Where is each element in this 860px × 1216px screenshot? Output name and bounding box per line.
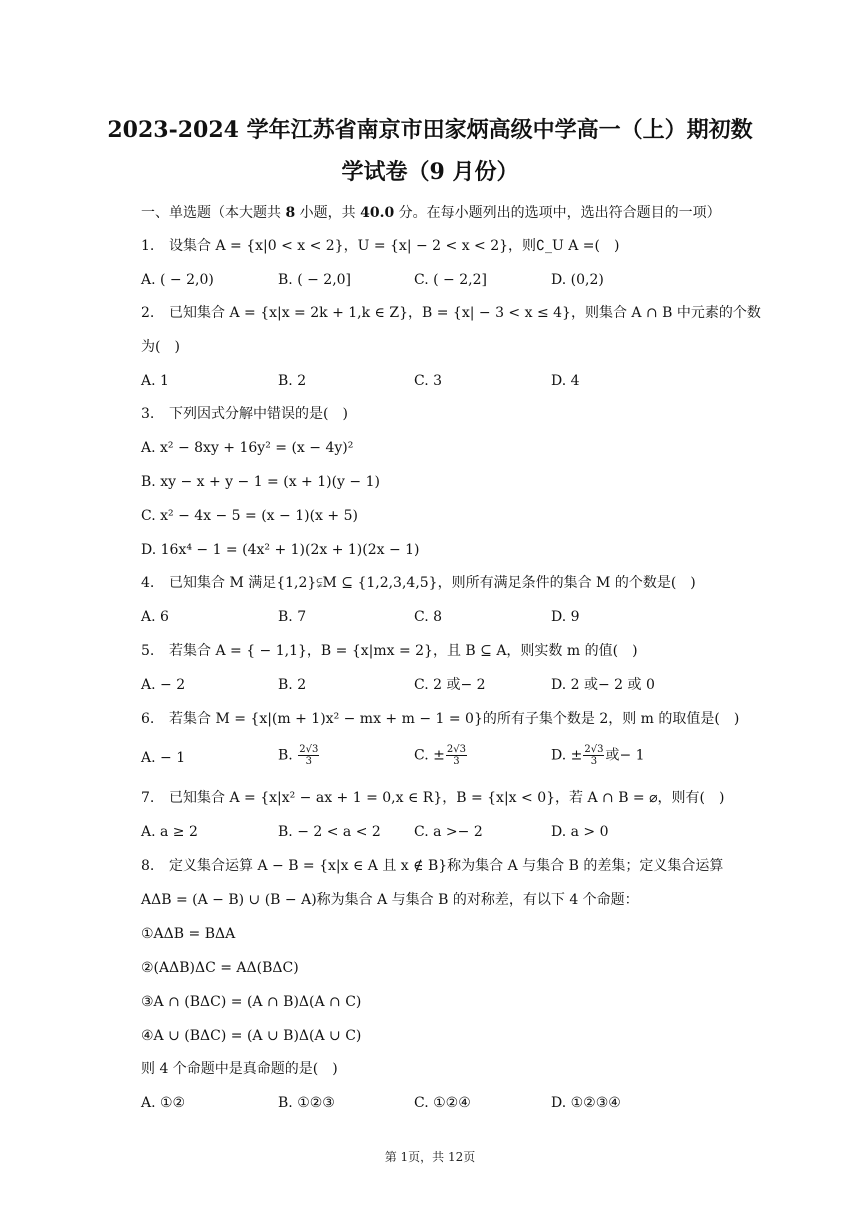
q5-option-b: B. 2 xyxy=(278,677,307,693)
q6-d-label: D. ± xyxy=(551,747,583,764)
title-line-1: 2023-2024 学年江苏省南京市田家炳高级中学高一（上）期初数 xyxy=(107,117,753,143)
page-footer: 第 1页，共 12页 xyxy=(384,1150,476,1164)
section-count: 8 xyxy=(285,205,296,221)
q1-option-d: D. (0,2) xyxy=(551,272,604,288)
q8-proposition-4: ④A ∪ (BΔC) = (A ∪ B)Δ(A ∪ C) xyxy=(141,1028,362,1044)
q8-proposition-1: ①AΔB = BΔA xyxy=(141,926,236,942)
q2-option-b: B. 2 xyxy=(278,373,307,389)
q6-option-c xyxy=(414,744,468,767)
q4-option-d: D. 9 xyxy=(551,609,580,625)
fraction-denominator: 3 xyxy=(590,756,598,767)
q3-option-b: B. xy − x + y − 1 = (x + 1)(y − 1) xyxy=(141,474,380,490)
question-2-stem xyxy=(141,303,761,323)
question-text: 下列因式分解中错误的是( ) xyxy=(169,406,348,422)
fraction-denominator: 3 xyxy=(305,756,312,767)
q8-option-a: A. ①② xyxy=(141,1095,186,1111)
section-prefix: 一、单选题（本大题共 xyxy=(141,205,286,221)
question-number: 7. xyxy=(141,790,155,806)
q6-option-a: A. − 1 xyxy=(141,750,186,766)
q6-d-fraction xyxy=(583,744,604,767)
q4-option-b: B. 7 xyxy=(278,609,307,625)
q5-option-c: C. 2 或− 2 xyxy=(414,677,486,693)
question-number: 4. xyxy=(141,575,155,591)
q6-b-fraction xyxy=(298,744,319,767)
q7-option-a: A. a ≥ 2 xyxy=(141,824,198,840)
question-1-stem xyxy=(141,236,619,256)
question-number: 5. xyxy=(141,643,155,659)
q2-option-a: A. 1 xyxy=(141,373,169,389)
q8-option-b: B. ①②③ xyxy=(278,1095,335,1111)
question-2-stem-cont: 为( ) xyxy=(141,339,180,355)
question-3-stem xyxy=(141,404,348,424)
q3-option-c: C. x² − 4x − 5 = (x − 1)(x + 5) xyxy=(141,508,358,524)
fraction-denominator: 3 xyxy=(453,756,460,767)
q7-option-d: D. a > 0 xyxy=(551,824,609,840)
question-text: 已知集合 A = {x|x² − ax + 1 = 0,x ∈ R}，B = {x|x < 0}，若 A ∩ B = ⌀，则有( ) xyxy=(169,790,725,806)
fraction-numerator: 2√3 xyxy=(584,744,604,755)
q2-option-d: D. 4 xyxy=(551,373,580,389)
fraction-numerator: 2√3 xyxy=(299,744,319,755)
q1-option-a: A. ( − 2,0) xyxy=(141,272,214,288)
question-text: 已知集合 M 满足{1,2}⫋M ⊆ {1,2,3,4,5}，则所有满足条件的集合 M 的个数是( ) xyxy=(169,575,696,591)
section-score: 40.0 xyxy=(360,205,395,221)
q6-d-tail: 或− 1 xyxy=(605,747,645,764)
q2-option-c: C. 3 xyxy=(414,373,443,389)
question-text: 若集合 M = {x|(m + 1)x² − mx + m − 1 = 0}的所有子集个数是 2，则 m 的取值是( ) xyxy=(169,711,740,727)
question-number: 8. xyxy=(141,858,155,874)
q8-proposition-3: ③A ∩ (BΔC) = (A ∩ B)Δ(A ∩ C) xyxy=(141,994,362,1010)
question-text: 已知集合 A = {x|x = 2k + 1,k ∈ Z}，B = {x| − 3 < x ≤ 4}，则集合 A ∩ B 中元素的个数 xyxy=(169,305,761,321)
q8-option-d: D. ①②③④ xyxy=(551,1095,621,1111)
question-4-stem xyxy=(141,573,696,593)
q6-b-label: B. xyxy=(278,747,293,764)
q5-option-a: A. − 2 xyxy=(141,677,186,693)
q7-option-c: C. a >− 2 xyxy=(414,824,483,840)
q8-proposition-2: ②(AΔB)ΔC = AΔ(BΔC) xyxy=(141,960,299,976)
section-mid2: 分。在每小题列出的选项中，选出符合题目的一项） xyxy=(394,205,721,221)
question-number: 2. xyxy=(141,305,155,321)
question-number: 3. xyxy=(141,406,155,422)
question-number: 1. xyxy=(141,238,155,254)
question-8-stem-cont: AΔB = (A − B) ∪ (B − A)称为集合 A 与集合 B 的对称差，有以下 4 个命题： xyxy=(141,892,639,908)
q7-option-b: B. − 2 < a < 2 xyxy=(278,824,381,840)
section-mid1: 小题，共 xyxy=(295,205,361,221)
q1-option-c: C. ( − 2,2] xyxy=(414,272,487,288)
question-number: 6. xyxy=(141,711,155,727)
q6-c-fraction xyxy=(446,744,467,767)
question-5-stem xyxy=(141,641,638,661)
q8-option-c: C. ①②④ xyxy=(414,1095,471,1111)
question-8-prompt: 则 4 个命题中是真命题的是( ) xyxy=(141,1061,338,1077)
q4-option-c: C. 8 xyxy=(414,609,443,625)
q5-option-d: D. 2 或− 2 或 0 xyxy=(551,677,655,693)
q1-option-b: B. ( − 2,0] xyxy=(278,272,352,288)
question-8-stem xyxy=(141,856,723,876)
q6-c-label: C. ± xyxy=(414,747,445,764)
q6-option-b xyxy=(278,744,320,767)
title-line-2: 学试卷（9 月份） xyxy=(341,159,519,185)
question-text: 若集合 A = { − 1,1}，B = {x|mx = 2}，且 B ⊆ A，则实数 m 的值( ) xyxy=(169,643,638,659)
q4-option-a: A. 6 xyxy=(141,609,169,625)
q3-option-d: D. 16x⁴ − 1 = (4x² + 1)(2x + 1)(2x − 1) xyxy=(141,542,420,558)
question-text: 设集合 A = {x|0 < x < 2}，U = {x| − 2 < x < 2}，则∁_U A =( ) xyxy=(169,238,620,254)
question-6-stem xyxy=(141,709,739,729)
question-text: 定义集合运算 A − B = {x|x ∈ A 且 x ∉ B}称为集合 A 与集合 B 的差集；定义集合运算 xyxy=(169,858,724,874)
fraction-numerator: 2√3 xyxy=(446,744,466,755)
q6-option-d xyxy=(551,744,645,767)
question-7-stem xyxy=(141,788,724,808)
q3-option-a: A. x² − 8xy + 16y² = (x − 4y)² xyxy=(141,440,354,456)
section-heading xyxy=(141,203,721,223)
